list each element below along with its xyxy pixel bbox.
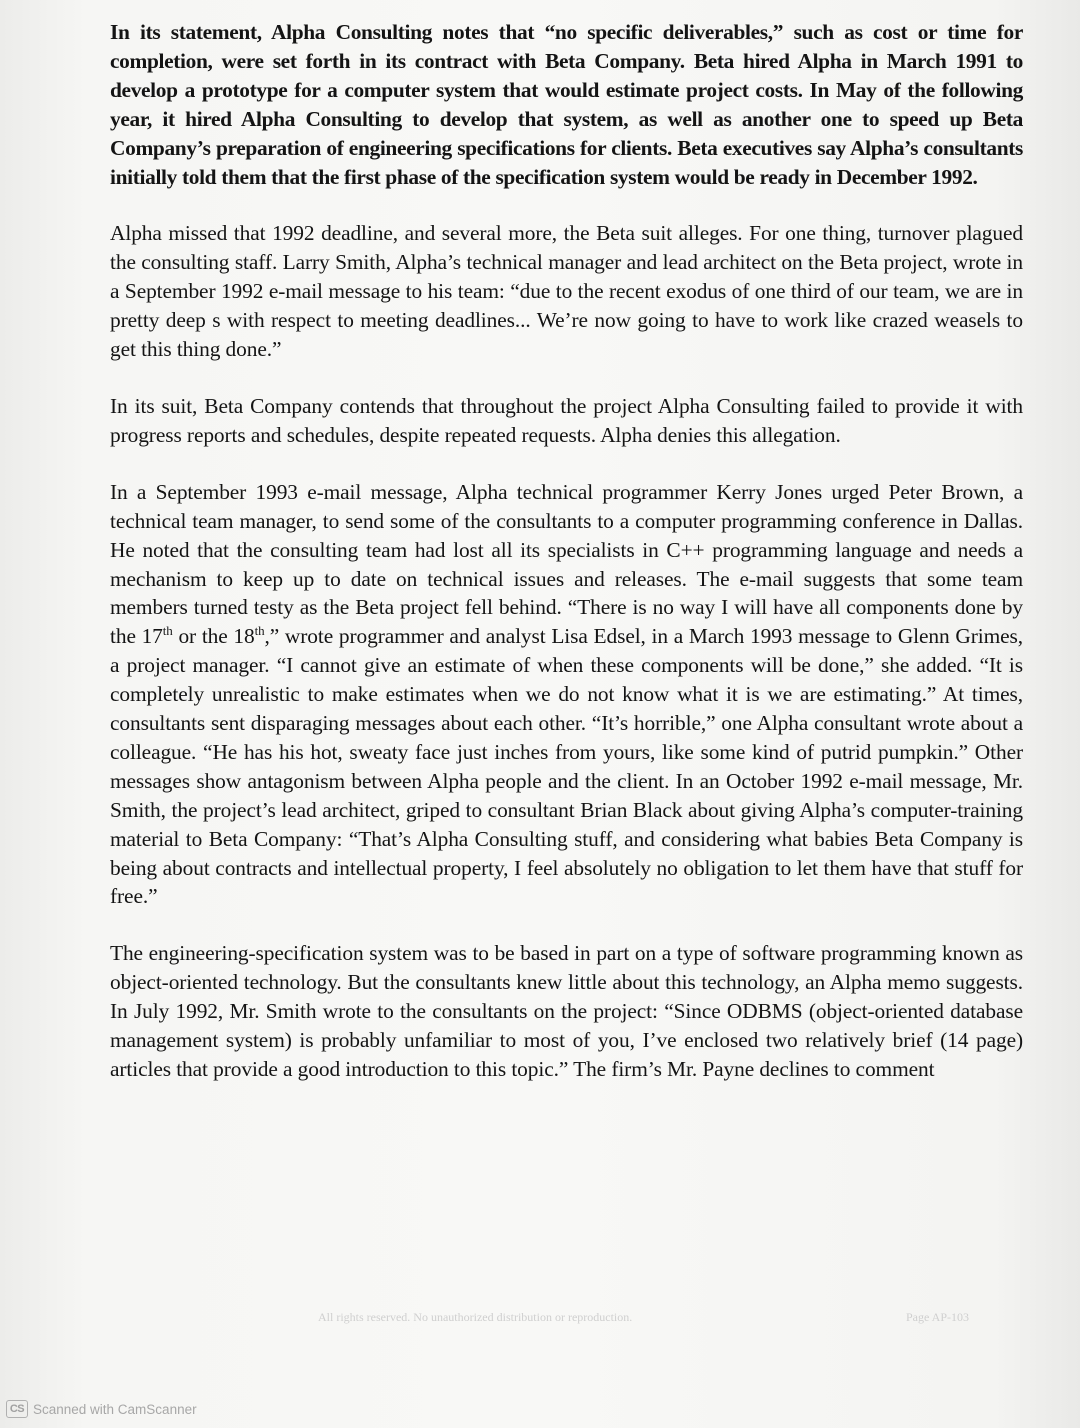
page-number: Page AP-103 [906, 1310, 969, 1324]
ordinal-suffix: th [162, 623, 173, 639]
paragraph-4-text-a: In a September 1993 e-mail message, Alpha technical programmer Kerry Jones urged Peter Brown, a technical team manager, to send some of the consultants to a computer programming conference in Dallas. He noted that the consulting team had lost all its specialists in C++ programming language and needs a mechanism to keep up to date on technical issues and releases. The e-mail suggests that some team members turned testy as the Beta project fell behind. “There is no way I will have all components done by the 17 [110, 479, 1023, 649]
paragraph-4 [110, 478, 1023, 912]
camscanner-logo-icon: CS [6, 1400, 28, 1418]
ordinal-suffix: th [254, 623, 265, 639]
camscanner-watermark [6, 1398, 197, 1420]
paragraph-2: Alpha missed that 1992 deadline, and several more, the Beta suit alleges. For one thing, turnover plagued the consulting staff. Larry Smith, Alpha’s technical manager and lead architect on the Beta project, wrote in a September 1992 e-mail message to his team: “due to the recent exodus of one third of our team, we are in pretty deep s with respect to meeting deadlines... We’re now going to have to work like crazed weasels to get this thing done.” [110, 221, 1023, 362]
document-body [110, 18, 1023, 1112]
paragraph-4-text-c: ,” wrote programmer and analyst Lisa Edsel, in a March 1993 message to Glenn Grimes, a project manager. “I cannot give an estimate of when these components will be done,” she added. “It is completely unrealistic to make estimates when we do not know what it is we are estimating.” At times, consultants sent disparaging messages about each other. “It’s horrible,” one Alpha consultant wrote about a colleague. “He has his hot, sweaty face just inches from yours, like some kind of putrid pumpkin.” Other messages show antagonism between Alpha people and the client. In an October 1992 e-mail message, Mr. Smith, the project’s lead architect, griped to consultant Brian Black about giving Alpha’s computer-training material to Beta Company: “That’s Alpha Consulting stuff, and considering what babies Beta Company is being about contracts and intellectual property, I feel absolutely no obligation to let them have that stuff for free.” [110, 624, 1023, 909]
page-footer [0, 1310, 1080, 1330]
paragraph-4-text-b: or the 18 [172, 624, 255, 649]
paragraph-1: In its statement, Alpha Consulting notes that “no specific deliverables,” such as cost or time for completion, were set forth in its contract with Beta Company. Beta hired Alpha in March 1991 to develop a prototype for a computer system that would estimate project costs. In May of the following year, it hired Alpha Consulting to develop that system, as well as another one to speed up Beta Company’s preparation of engineering specifications for clients. Beta executives say Alpha’s consultants initially told them that the first phase of the specification system would be ready in December 1992. [110, 20, 1023, 189]
paragraph-3: In its suit, Beta Company contends that throughout the project Alpha Consulting failed to provide it with progress reports and schedules, despite repeated requests. Alpha denies this allegation. [110, 393, 1023, 447]
footer-rights: All rights reserved. No unauthorized distribution or reproduction. [318, 1310, 633, 1324]
paragraph-5: The engineering-specification system was to be based in part on a type of software programming known as object-oriented technology. But the consultants knew little about this technology, an Alpha memo suggests. In July 1992, Mr. Smith wrote to the consultants on the project: “Since ODBMS (object-oriented database management system) is probably unfamiliar to most of you, I’ve enclosed two relatively brief (14 page) articles that provide a good introduction to this topic.” The firm’s Mr. Payne declines to comment [110, 941, 1023, 1081]
watermark-label: Scanned with CamScanner [33, 1401, 197, 1417]
